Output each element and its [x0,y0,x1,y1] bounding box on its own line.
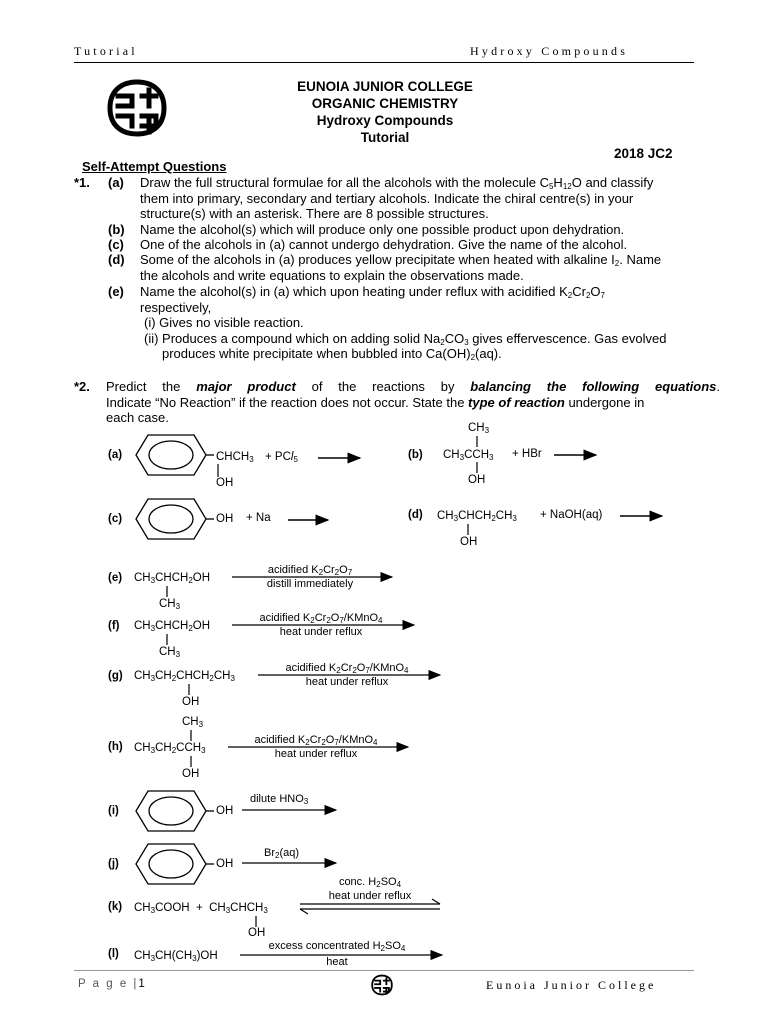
q1e-ii-line2: produces white precipitate when bubbled into Ca(OH) [162,346,471,361]
rxn-l-cond-top: excess concentrated $H_2SO_4$ [268,940,406,953]
bond-line [190,730,194,742]
rxn-l-cond-text: excess concentrated H [268,940,381,952]
title-block [230,78,540,146]
bond-line [476,462,480,474]
rxn-a-reagent: + PCl$_5$ [265,451,298,464]
q1a-line2: them into primary, secondary and tertiary alcohols. Indicate the chiral centre(s) in your [140,190,634,206]
bond-line [188,684,192,696]
q2-t1b: of the reactions by [295,379,471,394]
q2-t2b: undergone in [564,394,645,410]
arrow-icon [242,859,338,867]
rxn-f-cond-bot: heat under reflux [279,626,363,638]
college-logo-icon [370,973,394,997]
q1b-label: (b) [108,222,125,237]
rxn-h-main: $CH_3CH_2CCH_3$ [134,742,206,755]
q1a-line1: Draw the full structural formulae for all the alcohols with the molecule C [140,175,549,190]
rxn-e-label: (e) [108,572,123,584]
rxn-i-label: (i) [108,805,119,817]
header-left: Tutorial [74,44,138,58]
q1c-text: One of the alcohols in (a) cannot undergo dehydration. Give the name of the alcohol. [140,237,628,252]
rxn-e-cond-bot: distill immediately [266,578,354,590]
rxn-h-cond-bot: heat under reflux [274,748,358,760]
rxn-b-top-text: CH [468,422,485,434]
q2-em3: type of reaction [468,394,565,410]
rxn-b-label: (b) [408,449,423,461]
topic-name: Hydroxy Compounds [316,113,454,128]
rxn-k-cond-text: conc. H [338,876,377,888]
rxn-c-oh: OH [216,513,234,525]
footer-page [78,978,147,990]
rxn-l-main: $CH_3CH(CH_3)OH$ [134,950,218,963]
rxn-d-main-text: CH [437,510,454,522]
rxn-j-oh: OH [216,858,234,870]
q1e-ii-line1: (ii) Produces a compound which on adding solid Na [144,330,441,346]
rxn-k-oh: OH [248,927,266,939]
rxn-k-main: $CH_3COOH$ + $CH_3CHCH_3$ [134,902,268,915]
q1e-label: (e) [108,284,124,299]
footer-right: Eunoia Junior College [486,978,657,992]
q1d-line1-end: . Name [619,252,662,267]
q2-em1: major product [196,379,296,394]
rxn-d-main: $CH_3CHCH_2CH_3$ [437,510,517,523]
rxn-g-label: (g) [108,670,123,682]
q1c-label: (c) [108,237,124,252]
rxn-i-cond-top: dilute $HNO_3$ [250,793,309,806]
arrow-icon [554,451,598,459]
q2-text [106,379,720,426]
rxn-j-label: (j) [108,858,119,870]
rxn-a-sub-text: CHCH [216,451,250,463]
rxn-k-cond-top: conc. $H_2SO_4$ [338,876,402,889]
rxn-g-cond-text: acidified K [285,662,337,674]
rxn-f-ch3: $CH_3$ [159,646,181,659]
rxn-c-reagent: + Na [246,512,271,524]
rxn-h-oh: OH [182,768,200,780]
rxn-a-oh: OH [216,477,234,489]
year-label: 2018 JC2 [614,146,673,161]
q1a-label: (a) [108,175,124,190]
q1d-label: (d) [108,252,125,267]
arrow-icon [318,454,362,462]
rxn-a-reagent-text: + PC [265,451,291,463]
rxn-l-label: (l) [108,948,119,960]
footer-page-label: P a g e | [78,978,139,990]
rxn-e-ch3: $CH_3$ [159,598,181,611]
rxn-b-reagent: + HBr [512,448,542,460]
bond-line [467,524,471,536]
rxn-b-oh: OH [468,474,486,486]
arrow-icon [242,806,338,814]
rxn-j-cond-top: $Br_2(aq)$ [264,847,300,860]
footer-page-number: 1 [138,978,147,990]
rxn-h-cond-top: acidified $K_2Cr_2O_7/KMnO_4$ [254,734,378,747]
benzene-ring-icon [134,789,208,833]
bond-line [476,436,480,448]
q1-number: *1. [74,175,90,190]
doc-type: Tutorial [360,130,410,145]
arrow-icon [288,516,332,524]
rxn-g-cond-top: acidified $K_2Cr_2O_7/KMnO_4$ [285,662,409,675]
bond-line [190,756,194,768]
rxn-a-substituent: $CHCH_3$ [216,451,254,464]
q1e-ii-line1-end: gives effervescence. Gas evolved [468,330,667,346]
arrow-icon [620,512,664,520]
q2-em2: balancing the following equations [470,379,717,394]
q2-t2: Indicate “No Reaction” if the reaction does not occur. State the [106,394,469,410]
rxn-c-label: (c) [108,513,123,525]
rxn-e-cond-top: acidified $K_2Cr_2O_7$ [267,564,353,577]
q1d-text: Some of the alcohols in (a) produces yellow precipitate when heated with alkaline $I_2$. Name the alcohols and write equations to explain the observations made. [140,252,720,283]
rxn-g-cond-bot: heat under reflux [305,676,389,688]
rxn-j-cond-text: Br [264,847,275,859]
bond-line [166,586,170,598]
rxn-e-cond-text: acidified K [267,564,319,576]
q1b-text: Name the alcohol(s) which will produce only one possible product upon dehydration. [140,222,625,237]
rxn-l-cond-bot: heat [326,956,348,968]
rxn-f-cond-top: acidified $K_2Cr_2O_7/KMnO_4$ [259,612,383,625]
rxn-h-label: (h) [108,741,123,753]
benzene-ring-icon [134,842,208,886]
q1e-ii-line2-end: (aq). [475,346,502,361]
rxn-b-main-text: CH [443,449,460,461]
rxn-k-label: (k) [108,901,123,913]
rxn-d-oh: OH [460,536,478,548]
header-rule [74,62,694,63]
rxn-i-cond-text: dilute HNO [250,793,304,805]
rxn-b-top: $CH_3$ [468,422,490,435]
rxn-a-label: (a) [108,449,123,461]
rxn-b-main: $CH_3CCH_3$ [443,449,494,462]
q1e-text: Name the alcohol(s) in (a) which upon heating under reflux with acidified $K_2Cr_2O_7$ respectively, (i) Gives no visible reaction. (ii) Produces a compound which on adding solid $Na_2CO_3$ gives effervescence. Gas evolved produces white precipitate when bubbled into $Ca(OH)_2(aq)$. [140,284,720,362]
rxn-k-cond-bot: heat under reflux [328,890,412,902]
q2-t3: each case. [106,410,169,425]
rxn-e-main: $CH_3CHCH_2OH$ [134,572,211,585]
rxn-k-main-text: CH [134,902,151,914]
rxn-l-main-text: CH [134,950,151,962]
footer-rule [74,970,694,971]
bond-line [217,464,221,478]
rxn-d-label: (d) [408,509,423,521]
rxn-d-reagent: + NaOH(aq) [540,509,603,521]
rxn-f-main: $CH_3CHCH_2OH$ [134,620,211,633]
rxn-h-top: $CH_3$ [182,716,204,729]
q1e-line2: respectively, [140,299,212,315]
section-heading: Self-Attempt Questions [82,159,227,174]
benzene-ring-icon [134,433,208,477]
q1e-i: (i) Gives no visible reaction. [144,315,304,330]
benzene-ring-icon [134,497,208,541]
college-name: EUNOIA JUNIOR COLLEGE [297,79,473,94]
rxn-h-cond-text: acidified K [254,734,306,746]
college-logo-icon [104,76,170,140]
q1a-line3: structure(s) with an asterisk. There are 8 possible structures. [140,206,489,221]
rxn-g-main: $CH_3CH_2CHCH_2CH_3$ [134,670,235,683]
q1d-line1: Some of the alcohols in (a) produces yellow precipitate when heated with alkaline I [140,252,615,267]
q1e-line1: Name the alcohol(s) in (a) which upon heating under reflux with acidified K [140,284,568,299]
bond-line [166,634,170,646]
rxn-i-oh: OH [216,805,234,817]
equilibrium-arrow-icon [300,902,442,912]
q1a-text: Draw the full structural formulae for all the alcohols with the molecule $C_5H_{12}O$ and classify them into primary, secondary and tertiary alcohols. Indicate the chiral centre(s) in your structure(s) with an asterisk. There are 8 possible structures. [140,175,720,222]
rxn-g-oh: OH [182,696,200,708]
q2-t1c: . [716,379,720,394]
q1d-line2: the alcohols and write equations to explain the observations made. [140,267,524,283]
q2-number: *2. [74,379,90,394]
rxn-f-label: (f) [108,620,120,632]
subject-name: ORGANIC CHEMISTRY [311,96,459,111]
header-right: Hydroxy Compounds [470,44,629,58]
q2-t1: Predict the [106,379,197,394]
rxn-f-cond-text: acidified K [259,612,311,624]
